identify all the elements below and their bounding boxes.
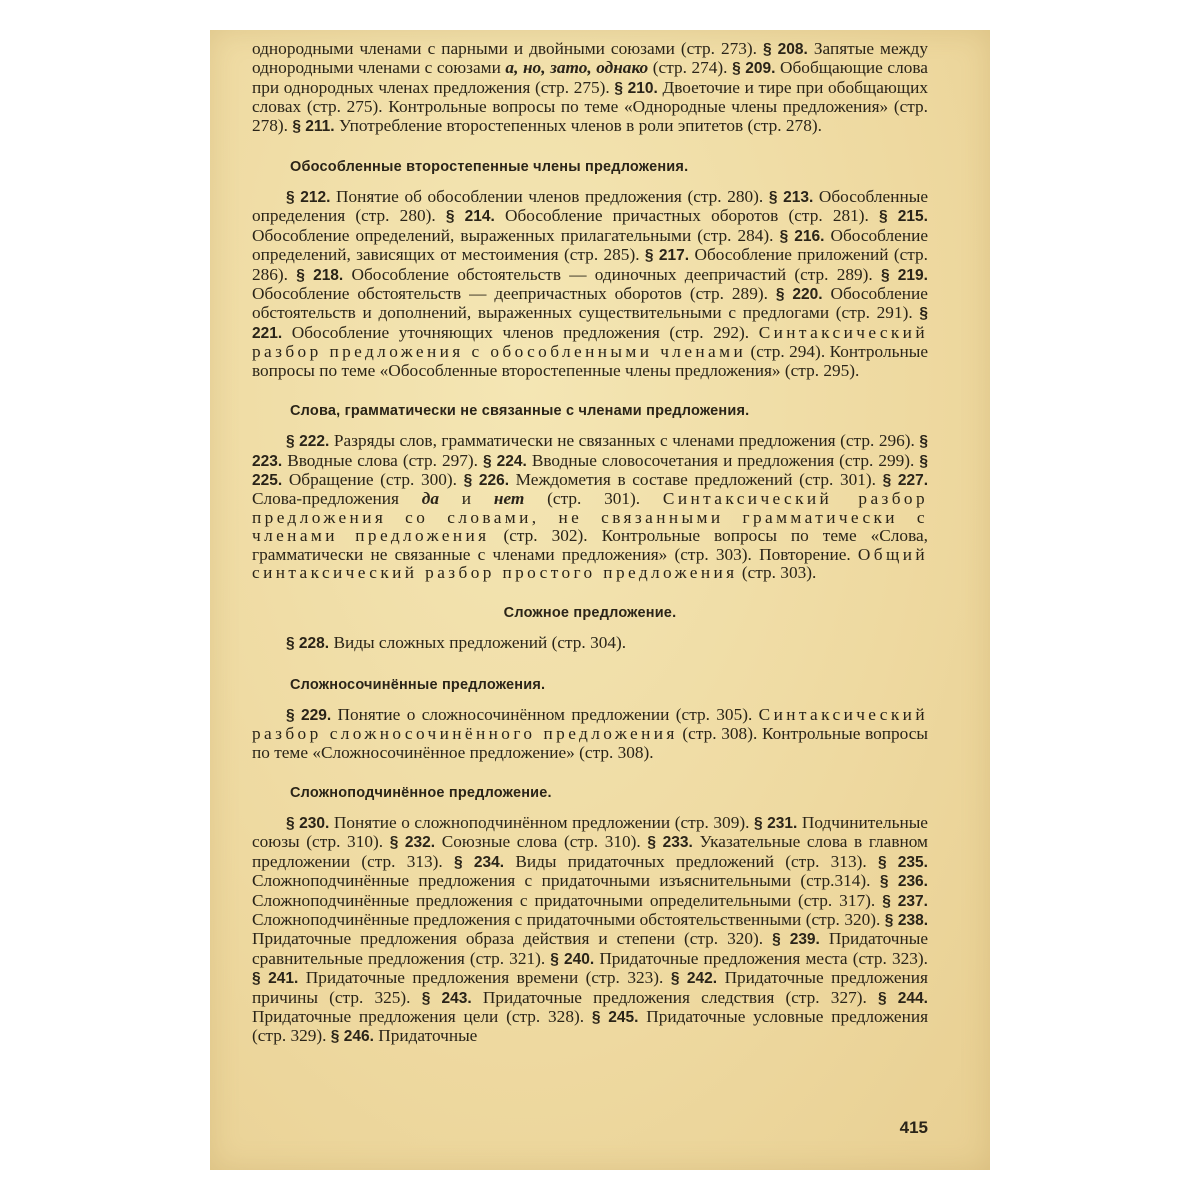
section-number: § 230.	[286, 814, 330, 832]
text: Придаточные предложения следствия (стр. 327).	[482, 987, 867, 1007]
section-number: § 246.	[330, 1028, 374, 1046]
section-number: § 217.	[644, 247, 690, 265]
text: Обособление определений, зависящих от местоимения (стр. 285).	[252, 225, 928, 265]
section-number: § 232.	[389, 834, 436, 852]
text: Вводные словосочетания и предложения (стр. 299).	[531, 450, 915, 470]
text: Придаточные предложения времени (стр. 323).	[305, 968, 664, 988]
text: Понятие о сложноподчинённом предложении (стр. 309).	[333, 812, 750, 832]
text: Обособление обстоятельств и дополнений, выраженных существительными с предлогами (стр. 291).	[252, 284, 928, 323]
text: Подчинительные союзы (стр. 310).	[252, 812, 928, 852]
text: (стр. 308). Контрольные вопросы по теме «Сложносочинённое предложение» (стр. 308).	[252, 724, 928, 762]
spaced-text: Синтаксический разбор предложения со словами, не связанными грамматически с членами предложения	[252, 489, 929, 546]
section-number: § 245.	[591, 1009, 639, 1027]
section-number: § 209.	[732, 60, 776, 78]
text: Понятие о сложносочинённом предложении (стр. 305).	[337, 704, 753, 724]
text: Обособление обстоятельств — деепричастных оборотов (стр. 289).	[252, 284, 768, 304]
text: (стр. 274).	[652, 58, 728, 78]
text: Слова-предложения	[252, 489, 399, 509]
text: Обособление определений, выраженных прилагательными (стр. 284).	[252, 225, 774, 245]
text: Обособление причастных оборотов (стр. 281).	[505, 206, 869, 226]
section-number: § 238.	[884, 912, 928, 929]
spaced-text: Синтаксический разбор предложения с обособленными членами	[252, 322, 928, 362]
section-number: § 213.	[768, 189, 814, 207]
text: Придаточные предложения причины (стр. 325).	[252, 968, 928, 1007]
text: Придаточные сравнительные предложения (стр. 321).	[252, 929, 928, 968]
section-number: § 221.	[252, 305, 928, 342]
paragraph-complex-subordinate	[252, 814, 928, 1047]
spaced-text: Синтаксический разбор сложносочинённого предложения	[252, 704, 928, 744]
text: Обращение (стр. 300).	[288, 469, 457, 489]
text: Обобщающие слова при однородных членах предложения (стр. 275).	[252, 58, 928, 97]
text: (стр. 302). Контрольные вопросы по теме «Слова, грамматически не связанные с членами предложения» (стр. 303). Повторение.	[252, 526, 928, 564]
text: Сложноподчинённые предложения с придаточными изъяснительными (стр.314).	[252, 871, 871, 891]
word-da-italic: да	[421, 489, 439, 509]
section-number: § 219.	[880, 266, 928, 284]
text: Запятые между однородными членами с союзами	[252, 39, 928, 78]
spaced-text: Общий синтаксический разбор простого предложения	[252, 544, 928, 582]
text: Употребление второстепенных членов в роли эпитетов (стр. 278).	[338, 115, 822, 135]
section-number: § 223.	[252, 433, 928, 470]
text: Сложноподчинённые предложения с придаточными обстоятельственными (стр. 320).	[252, 910, 881, 929]
text: Виды придаточных предложений (стр. 313).	[515, 851, 867, 871]
page-number: 415	[899, 1118, 928, 1137]
book-page	[210, 30, 990, 1170]
section-number: § 212.	[286, 189, 331, 207]
heading-unrelated-words: Слова, грамматически не связанные с членами предложения.	[290, 403, 750, 420]
section-number: § 211.	[292, 117, 335, 135]
text: Придаточные условные предложения (стр. 329).	[252, 1007, 929, 1046]
section-number: § 214.	[445, 208, 495, 226]
section-number: § 228.	[286, 635, 330, 653]
section-number: § 215.	[879, 208, 928, 226]
heading-compound-sentences: Сложносочинённые предложения.	[290, 676, 546, 693]
text: и	[461, 489, 472, 509]
text: Обособление приложений (стр. 286).	[252, 245, 928, 284]
text: однородными членами с парными и двойными союзами (стр. 273).	[252, 39, 757, 58]
section-number: § 236.	[879, 873, 928, 891]
heading-complex-sentence: Сложное предложение.	[503, 605, 677, 622]
text: Придаточные	[378, 1026, 478, 1046]
text: Союзные слова (стр. 310).	[441, 832, 641, 852]
section-number: § 222.	[286, 433, 330, 451]
section-number: § 210.	[614, 79, 658, 97]
section-number: § 208.	[763, 41, 808, 58]
section-number: § 237.	[882, 892, 928, 910]
text: Вводные слова (стр. 297).	[287, 450, 478, 470]
paragraph-unrelated-words	[252, 432, 928, 582]
section-number: § 229.	[286, 706, 332, 724]
section-number: § 216.	[779, 227, 825, 245]
text: Обособленные определения (стр. 280).	[252, 187, 928, 226]
text: Междометия в составе предложений (стр. 301).	[515, 469, 876, 489]
text: Разряды слов, грамматически не связанных с членами предложения (стр. 296).	[333, 431, 915, 451]
section-number: § 241.	[252, 970, 299, 988]
text: Указательные слова в главном предложении (стр. 313).	[252, 832, 928, 871]
section-number: § 218.	[296, 266, 344, 284]
section-number: § 244.	[878, 989, 928, 1007]
section-number: § 239.	[772, 931, 820, 949]
word-net-italic: нет	[493, 489, 525, 509]
paragraph-compound-sentences	[252, 706, 928, 762]
heading-complex-subordinate: Сложноподчинённое предложение.	[290, 784, 552, 801]
text: Виды сложных предложений (стр. 304).	[333, 633, 627, 653]
paragraph-homogeneous-members	[252, 40, 928, 136]
text: Обособление обстоятельств — одиночных деепричастий (стр. 289).	[351, 264, 873, 284]
text: (стр. 301).	[547, 489, 641, 509]
text: Сложноподчинённые предложения с придаточными определительными (стр. 317).	[252, 890, 876, 910]
text: Понятие об обособлении членов предложения (стр. 280).	[336, 187, 764, 207]
text: Придаточные предложения цели (стр. 328).	[252, 1007, 585, 1027]
section-number: § 227.	[882, 471, 928, 489]
text: Двоеточие и тире при обобщающих словах (стр. 275). Контрольные вопросы по теме «Однородные члены предложения» (стр. 278).	[252, 77, 928, 135]
section-number: § 240.	[550, 950, 595, 968]
section-number: § 243.	[421, 989, 472, 1007]
paragraph-isolated-members	[252, 188, 928, 380]
text: (стр. 294). Контрольные вопросы по теме «Обособленные второстепенные члены предложения» (стр. 295).	[252, 342, 928, 380]
section-number: § 231.	[753, 814, 798, 832]
text: Обособление уточняющих членов предложения (стр. 292).	[291, 322, 750, 342]
section-number: § 220.	[775, 286, 823, 304]
text: Придаточные предложения места (стр. 323).	[599, 948, 928, 968]
section-number: § 226.	[463, 471, 509, 489]
section-number: § 224.	[483, 452, 527, 470]
section-number: § 235.	[877, 853, 928, 871]
text: Придаточные предложения образа действия и степени (стр. 320).	[252, 929, 764, 949]
conjunctions-italic: а, но, зато, однако	[505, 58, 649, 78]
section-number: § 233.	[647, 834, 693, 852]
text: (стр. 303).	[741, 562, 817, 582]
heading-isolated-members: Обособленные второстепенные члены предложения.	[290, 159, 689, 176]
paragraph-complex-sentence	[252, 634, 928, 653]
section-number: § 234.	[454, 853, 505, 871]
section-number: § 242.	[670, 970, 718, 988]
section-number: § 225.	[252, 452, 928, 489]
